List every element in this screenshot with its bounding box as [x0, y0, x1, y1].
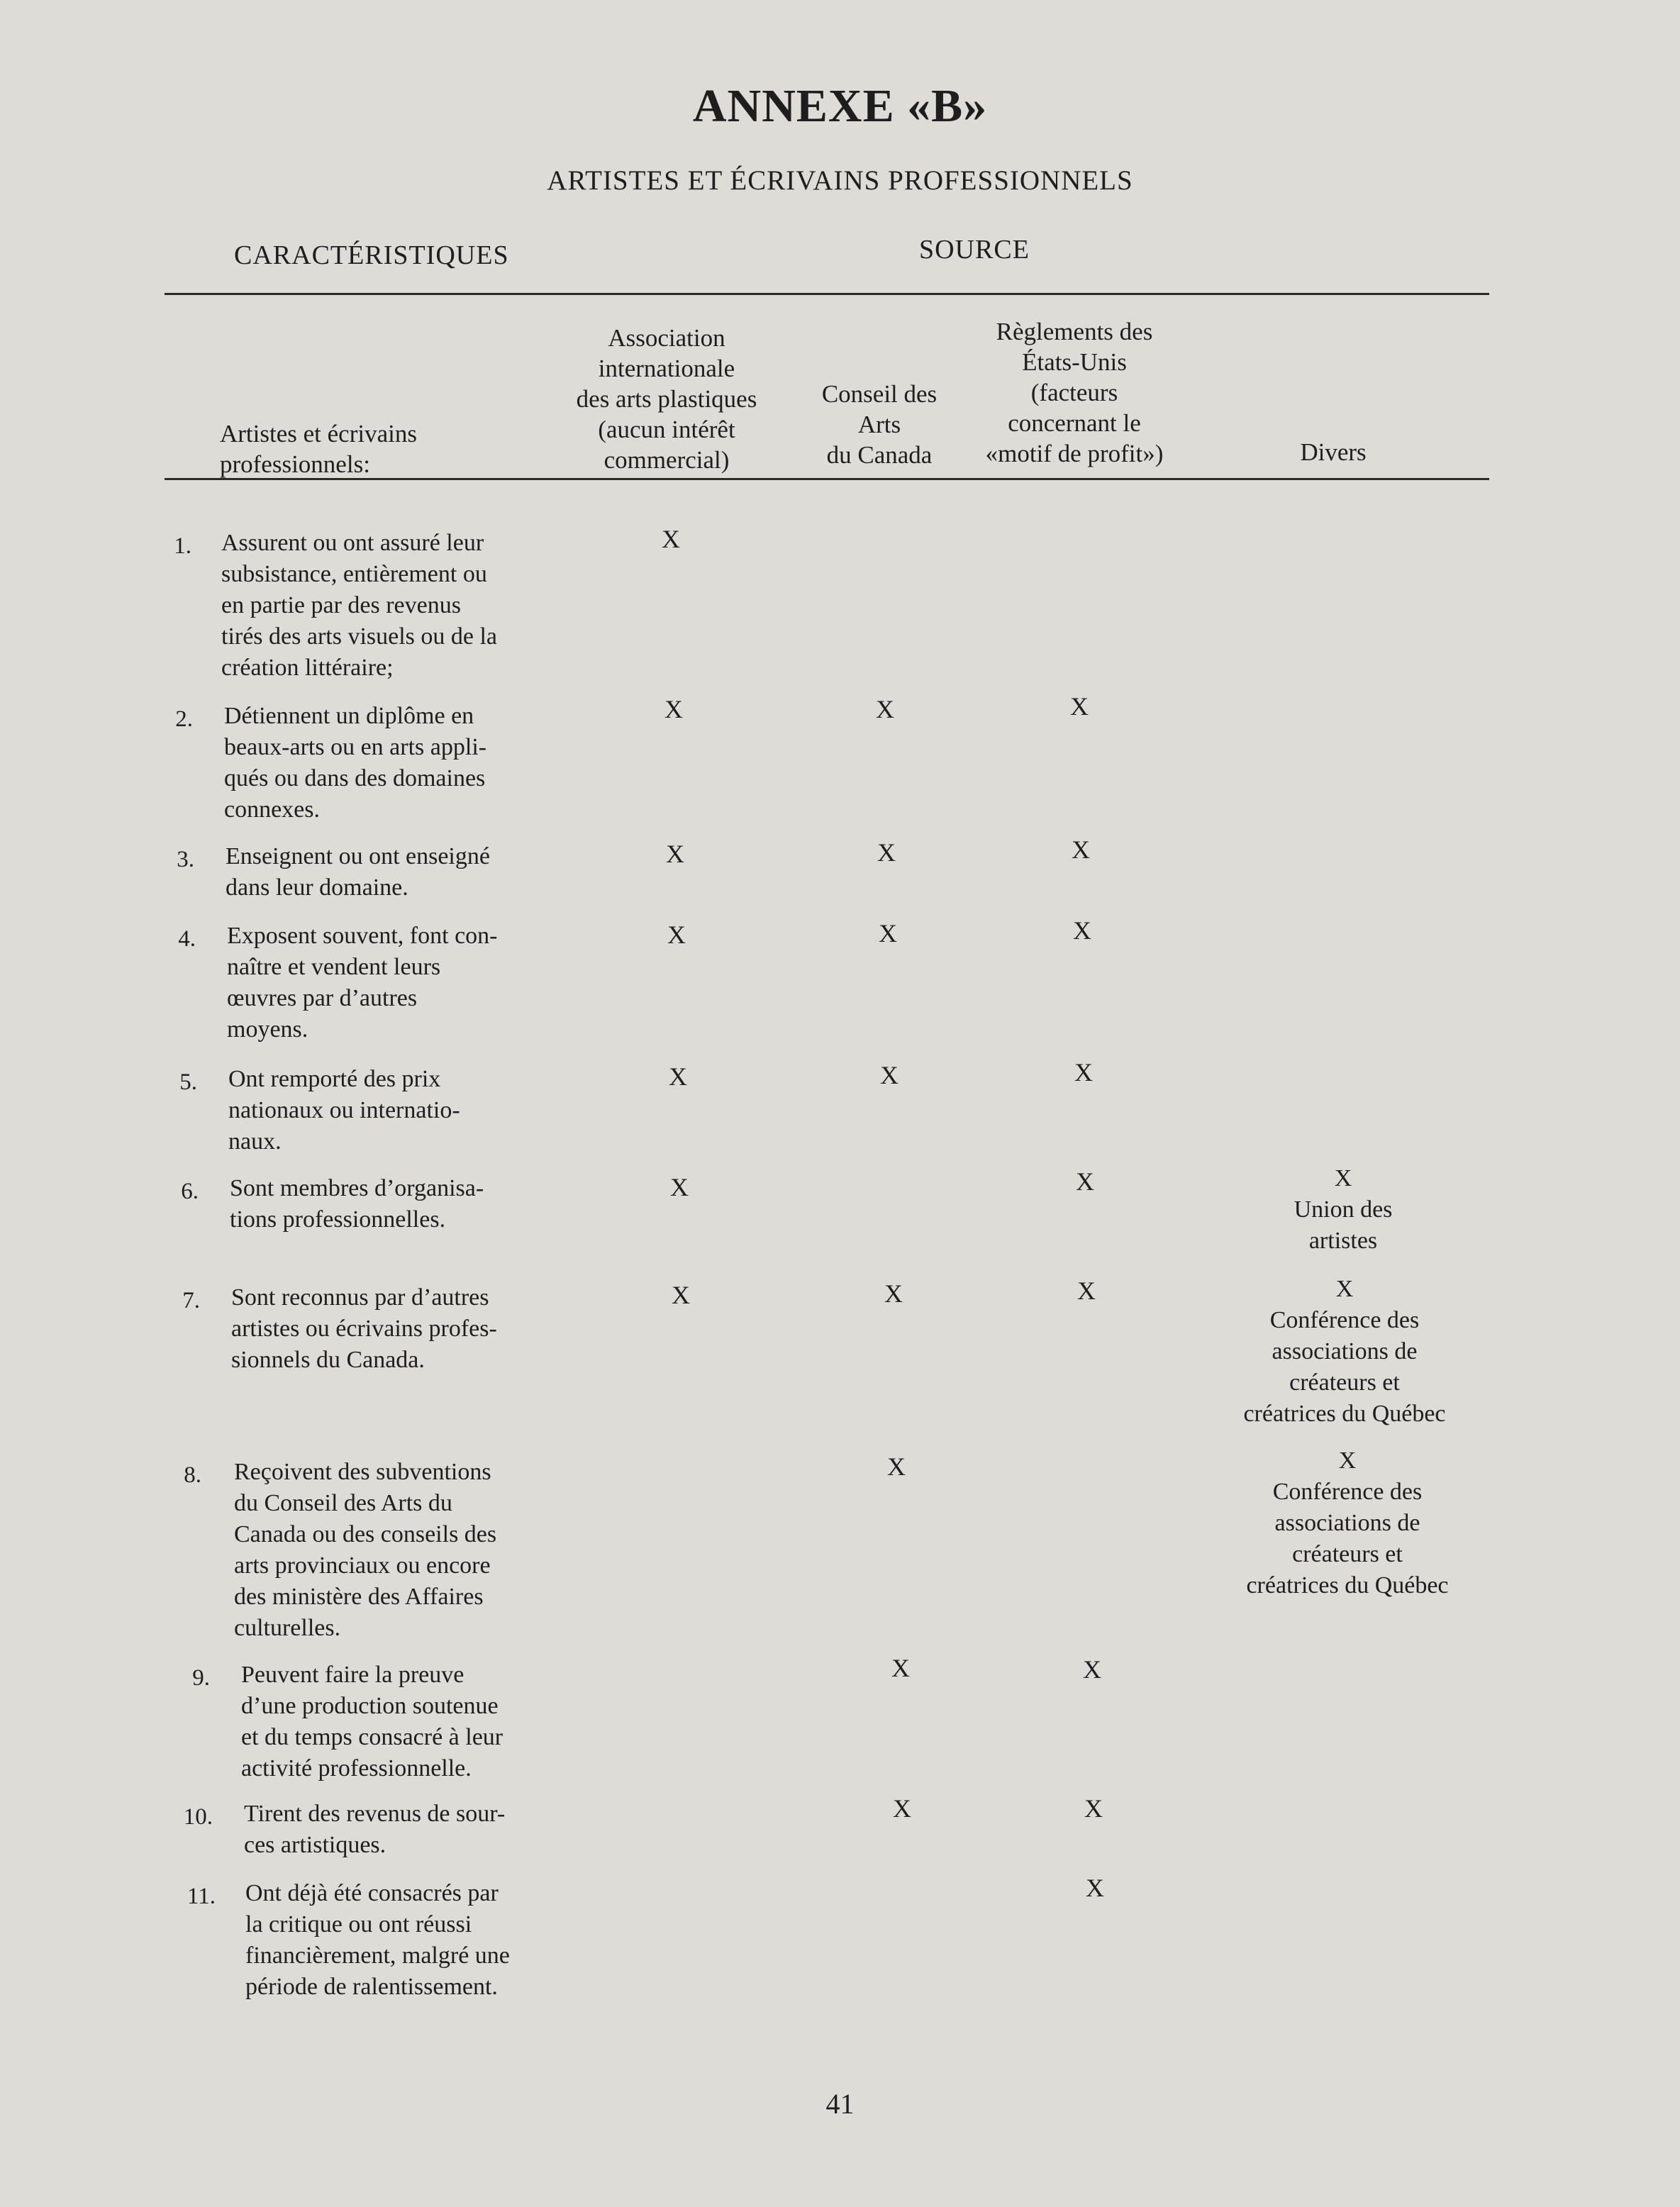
column-header-conseil: Conseil des Arts du Canada — [821, 380, 938, 469]
row-number: 8. — [184, 1462, 201, 1488]
row-text: Peuvent faire la preuve d’une production soutenue et du temps consacré à leur activité professionnelle. — [241, 1662, 504, 1781]
row-text: Détiennent un diplôme en beaux-arts ou en arts appli- qués ou dans des domaines connexes. — [224, 703, 487, 823]
divers-note: X Conférence des associations de créateurs et créatrices du Québec — [1246, 1447, 1449, 1599]
x-mark: X — [672, 1281, 690, 1309]
x-mark: X — [1074, 1058, 1093, 1086]
column-header-association: Association internationale des arts plastiques (aucun intérêt commercial) — [576, 324, 757, 474]
x-mark: X — [876, 695, 894, 723]
top-rule — [165, 293, 1489, 295]
x-mark: X — [667, 921, 686, 949]
column-header-divers: Divers — [1300, 438, 1367, 466]
annex-title: ANNEXE «B» — [692, 80, 988, 132]
row-number: 4. — [178, 926, 196, 952]
x-mark: X — [879, 919, 897, 947]
x-mark: X — [1073, 916, 1091, 945]
x-mark: X — [893, 1794, 911, 1823]
row-number: 3. — [177, 847, 194, 872]
x-mark: X — [887, 1452, 906, 1481]
row-text: Sont reconnus par d’autres artistes ou écrivains profes- sionnels du Canada. — [231, 1284, 497, 1373]
header-rule — [165, 478, 1489, 480]
x-mark: X — [1076, 1167, 1094, 1196]
row-text: Exposent souvent, font con- naître et vendent leurs œuvres par d’autres moyens. — [227, 923, 498, 1043]
section-source: SOURCE — [919, 235, 1030, 265]
row-number: 11. — [187, 1884, 216, 1909]
row-text: Enseignent ou ont enseigné dans leur domaine. — [226, 843, 490, 901]
x-mark: X — [884, 1279, 903, 1308]
column-header-characteristics: Artistes et écrivains professionnels: — [220, 420, 417, 478]
row-text: Sont membres d’organisa- tions professionnelles. — [230, 1175, 484, 1233]
x-mark: X — [664, 695, 683, 723]
row-number: 5. — [179, 1069, 197, 1095]
x-mark: X — [1084, 1794, 1103, 1823]
row-number: 2. — [175, 706, 193, 732]
x-mark: X — [1077, 1277, 1096, 1305]
row-text: Tirent des revenus de sour- ces artistiques. — [244, 1801, 506, 1858]
row-number: 9. — [192, 1665, 210, 1691]
x-mark: X — [1086, 1874, 1104, 1902]
row-text: Assurent ou ont assuré leur subsistance, entièrement ou en partie par des revenus tirés des arts visuels ou de la création littéraire; — [221, 530, 498, 681]
x-mark: X — [877, 838, 896, 867]
x-mark: X — [670, 1173, 689, 1201]
row-number: 7. — [182, 1288, 200, 1313]
x-mark: X — [666, 840, 684, 868]
row-number: 10. — [183, 1804, 213, 1830]
row-text: Ont remporté des prix nationaux ou internatio- naux. — [228, 1066, 460, 1155]
x-mark: X — [1072, 835, 1090, 864]
row-number: 6. — [181, 1179, 199, 1204]
x-mark: X — [662, 525, 680, 553]
divers-note: X Conférence des associations de créateurs et créatrices du Québec — [1243, 1276, 1446, 1427]
page-number: 41 — [825, 2088, 855, 2120]
x-mark: X — [669, 1062, 687, 1091]
x-mark: X — [880, 1061, 899, 1089]
row-text: Reçoivent des subventions du Conseil des Arts du Canada ou des conseils des arts provinciaux ou encore des ministère des Affaires culturelles. — [234, 1459, 497, 1641]
section-characteristics: CARACTÉRISTIQUES — [234, 240, 509, 270]
document-subtitle: ARTISTES ET ÉCRIVAINS PROFESSIONNELS — [547, 165, 1133, 196]
column-header-reglements: Règlements des États-Unis (facteurs concernant le «motif de profit») — [985, 318, 1164, 467]
row-number: 1. — [174, 533, 191, 559]
divers-note: X Union des artistes — [1294, 1165, 1393, 1254]
x-mark: X — [1070, 692, 1089, 721]
x-mark: X — [1083, 1655, 1101, 1684]
x-mark: X — [891, 1654, 910, 1682]
row-text: Ont déjà été consacrés par la critique ou ont réussi financièrement, malgré une période de ralentissement. — [245, 1880, 510, 2000]
